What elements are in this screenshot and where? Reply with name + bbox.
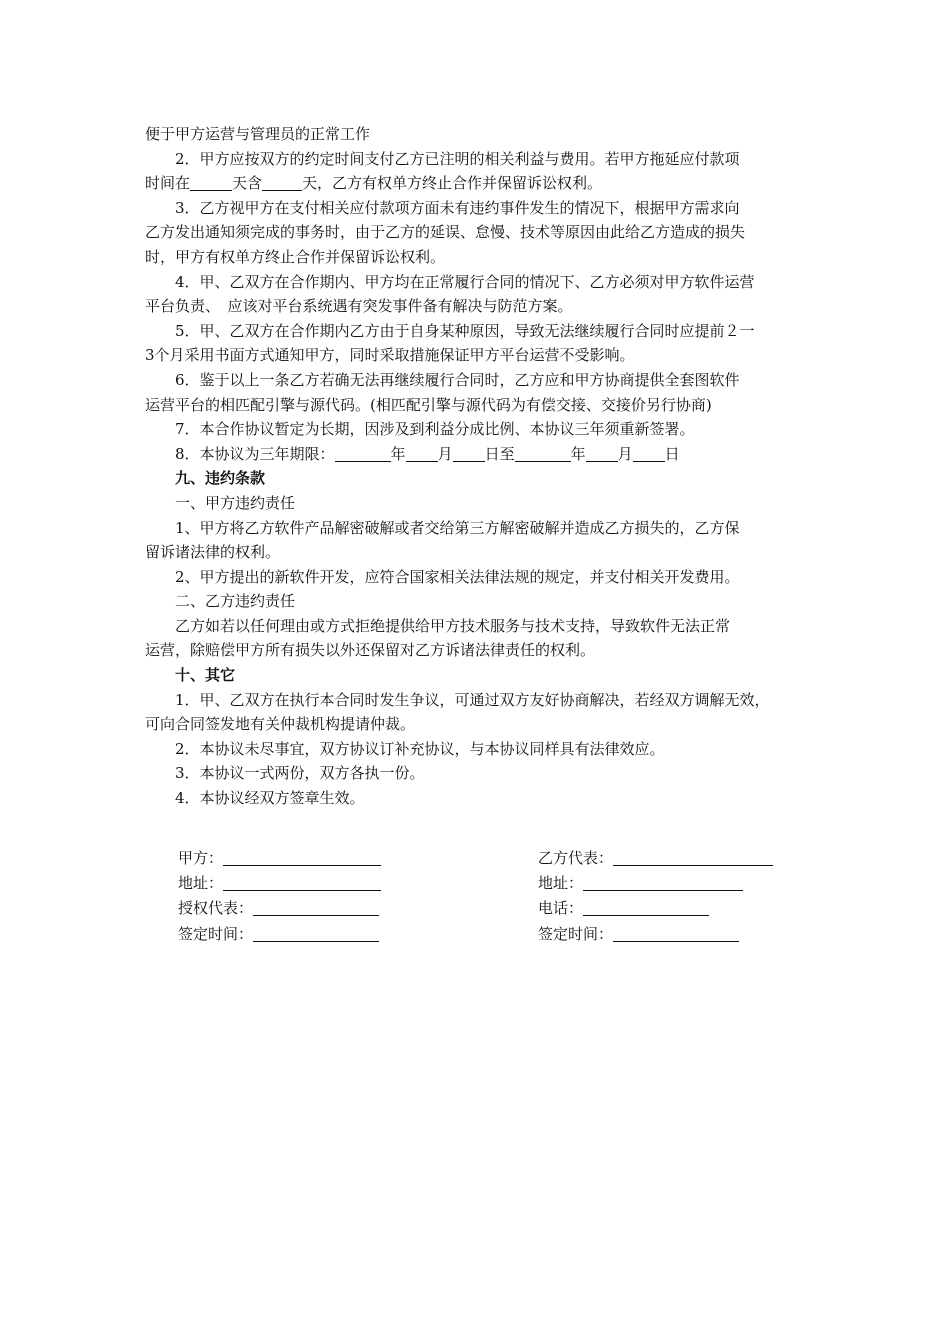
text-fragment: 8．本协议为三年期限： bbox=[175, 444, 335, 463]
text-line: 乙方发出通知须完成的事务时，由于乙方的延误、怠慢、技术等原因由此给乙方造成的损失 bbox=[145, 223, 746, 242]
text-line: 平台负责、 应该对平台系统遇有突发事件备有解决与防范方案。 bbox=[145, 297, 573, 316]
text-line bbox=[145, 171, 811, 196]
text-fragment: 日至 bbox=[484, 444, 515, 463]
text-line: 1．甲、乙双方在执行本合同时发生争议，可通过双方友好协商解决，若经双方调解无效， bbox=[175, 690, 770, 709]
text-line: 2．甲方应按双方的约定时间支付乙方已注明的相关利益与费用。若甲方拖延应付款项 bbox=[175, 149, 740, 168]
signature-label: 签定时间： bbox=[178, 924, 254, 943]
signature-field[interactable] bbox=[223, 875, 381, 891]
signature-label: 甲方： bbox=[178, 849, 224, 867]
blank-field[interactable] bbox=[190, 174, 232, 191]
signature-label: 签定时间： bbox=[538, 924, 614, 943]
blank-field[interactable] bbox=[262, 174, 302, 191]
text-fragment: 月 bbox=[437, 444, 453, 463]
signature-row bbox=[538, 871, 773, 896]
signature-label: 授权代表： bbox=[178, 899, 254, 918]
signature-row bbox=[538, 896, 773, 921]
text-fragment: 年 bbox=[570, 444, 586, 463]
sub-heading: 一、甲方违约责任 bbox=[175, 493, 296, 512]
text-line: 运营，除赔偿甲方所有损失以外还保留对乙方诉诸法律责任的权利。 bbox=[145, 641, 596, 660]
signature-label: 地址： bbox=[178, 874, 224, 893]
text-fragment: 日 bbox=[664, 444, 680, 463]
text-line: 可向合同签发地有关仲裁机构提请仲裁。 bbox=[145, 715, 416, 734]
text-fragment: 天含 bbox=[232, 174, 263, 193]
signature-block-party-a bbox=[178, 846, 381, 947]
text-line: 便于甲方运营与管理员的正常工作 bbox=[145, 125, 371, 143]
signature-label: 电话： bbox=[538, 899, 584, 918]
signature-field[interactable] bbox=[253, 926, 379, 942]
text-line: 1、甲方将乙方软件产品解密破解或者交给第三方解密破解并造成乙方损失的，乙方保 bbox=[175, 518, 740, 537]
sub-heading: 二、乙方违约责任 bbox=[175, 592, 296, 611]
signature-row bbox=[178, 846, 381, 871]
blank-field[interactable] bbox=[586, 445, 618, 462]
text-line: 3．本协议一式两份，双方各执一份。 bbox=[175, 764, 425, 783]
signature-field[interactable] bbox=[223, 850, 381, 866]
signature-row bbox=[178, 896, 381, 921]
blank-field[interactable] bbox=[633, 445, 665, 462]
text-line: 2、甲方提出的新软件开发，应符合国家相关法律法规的规定，并支付相关开发费用。 bbox=[175, 567, 740, 586]
signature-field[interactable] bbox=[583, 900, 709, 916]
blank-field[interactable] bbox=[406, 445, 438, 462]
signature-block-party-b bbox=[538, 846, 773, 947]
section-heading: 十、其它 bbox=[175, 666, 236, 685]
signature-row bbox=[538, 922, 773, 947]
signature-label: 乙方代表： bbox=[538, 849, 614, 867]
text-fragment: 时间在 bbox=[145, 174, 191, 193]
text-line: 4．本协议经双方签章生效。 bbox=[175, 789, 365, 808]
text-line bbox=[145, 442, 811, 467]
text-line: 6．鉴于以上一条乙方若确无法再继续履行合同时，乙方应和甲方协商提供全套图软件 bbox=[175, 370, 740, 389]
signature-field[interactable] bbox=[613, 850, 773, 866]
signature-row bbox=[178, 922, 381, 947]
section-heading: 九、违约条款 bbox=[175, 469, 266, 488]
text-line: 3个月采用书面方式通知甲方，同时采取措施保证甲方平台运营不受影响。 bbox=[145, 346, 635, 365]
signature-field[interactable] bbox=[253, 900, 379, 916]
blank-field[interactable] bbox=[453, 445, 485, 462]
signature-row bbox=[178, 871, 381, 896]
contract-body bbox=[145, 122, 811, 811]
text-line: 乙方如若以任何理由或方式拒绝提供给甲方技术服务与技术支持，导致软件无法正常 bbox=[175, 616, 731, 635]
text-line: 运营平台的相匹配引擎与源代码。(相匹配引擎与源代码为有偿交接、交接价另行协商) bbox=[145, 395, 712, 414]
text-fragment: 天，乙方有权单方终止合作并保留诉讼权利。 bbox=[302, 174, 603, 193]
text-fragment: 月 bbox=[617, 444, 633, 463]
blank-field[interactable] bbox=[515, 445, 571, 462]
text-line: 5．甲、乙双方在合作期内乙方由于自身某种原因，导致无法继续履行合同时应提前２一 bbox=[175, 321, 755, 340]
text-fragment: 年 bbox=[390, 444, 406, 463]
text-line: 2．本协议未尽事宜，双方协议订补充协议，与本协议同样具有法律效应。 bbox=[175, 739, 665, 758]
text-line: 时，甲方有权单方终止合作并保留诉讼权利。 bbox=[145, 247, 446, 266]
signature-row bbox=[538, 846, 773, 871]
text-line: 3．乙方视甲方在支付相关应付款项方面未有违约事件发生的情况下，根据甲方需求向 bbox=[175, 198, 740, 217]
signature-field[interactable] bbox=[583, 875, 743, 891]
signature-label: 地址： bbox=[538, 874, 584, 893]
blank-field[interactable] bbox=[335, 445, 391, 462]
text-line: 4．甲、乙双方在合作期内、甲方均在正常履行合同的情况下、乙方必须对甲方软件运营 bbox=[175, 272, 755, 291]
signature-field[interactable] bbox=[613, 926, 739, 942]
text-line: 7．本合作协议暂定为长期，因涉及到利益分成比例、本协议三年须重新签署。 bbox=[175, 420, 695, 439]
text-line: 留诉诸法律的权利。 bbox=[145, 543, 281, 562]
